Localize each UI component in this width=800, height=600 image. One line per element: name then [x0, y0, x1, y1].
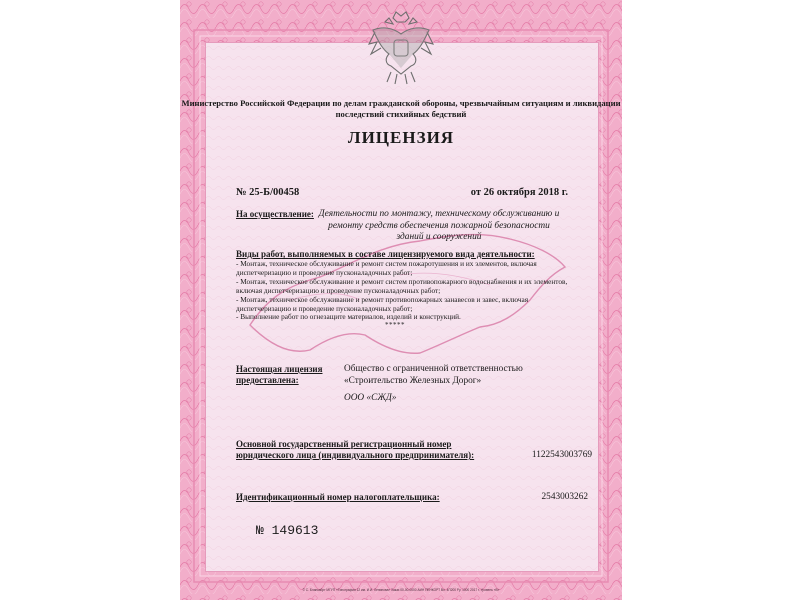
printer-footer: © С. Бланкабрт МГУП «Типография 12 им. И.И. Ленинова» Заказ 00-00-0000 АИН ПЕНКОРТ Вл. 4П200 Ру. 1000 2017 г. Уровень «В»	[302, 588, 500, 592]
issuing-authority: Министерство Российской Федерации по делам гражданской обороны, чрезвычайным ситуациям и ликвидации последствий стихийных бедствий	[181, 98, 621, 119]
inn-value: 2543003262	[541, 492, 588, 502]
ogrn-label-text: Основной государственный регистрационный номер юридического лица (индивидуального предпринимателя):	[236, 439, 475, 460]
inn-label: Идентификационный номер налогоплательщика:	[236, 492, 440, 502]
organization-full-name-text: Общество с ограниченной ответственностью «Строительство Железных Дорог»	[344, 364, 523, 386]
activity-description: Деятельности по монтажу, техническому обслуживанию и ремонту средств обеспечения пожарной безопасности зданий и сооружений	[318, 209, 560, 242]
works-list	[236, 260, 571, 322]
activity-label: На осуществление:	[236, 209, 314, 219]
organization-full-name	[344, 364, 554, 387]
works-header: Виды работ, выполняемых в составе лицензируемого вида деятельности:	[236, 249, 535, 259]
list-item: - Монтаж, техническое обслуживание и ремонт систем противопожарного водоснабжения и их элементов, включая диспетчеризацию и проведение пусконаладочных работ;	[236, 276, 568, 295]
grant-label-text: Настоящая лицензия предоставлена:	[236, 364, 323, 385]
license-document	[180, 0, 622, 600]
organization-short-name: ООО «СЖД»	[344, 393, 397, 403]
ogrn-label	[236, 439, 486, 461]
serial-number: № 149613	[256, 523, 319, 538]
separator-stars: *****	[385, 321, 405, 329]
license-number: № 25-Б/00458	[236, 187, 300, 198]
ogrn-value: 1122543003769	[531, 450, 592, 460]
document-title: ЛИЦЕНЗИЯ	[347, 128, 455, 147]
grant-label	[236, 364, 336, 386]
license-date: от 26 октября 2018 г.	[470, 187, 568, 198]
list-item: - Выполнение работ по огнезащите материалов, изделий и конструкций.	[236, 312, 461, 322]
coat-of-arms-icon	[363, 8, 439, 86]
list-item: - Монтаж, техническое обслуживание и ремонт противопожарных занавесов и завес, включая диспетчеризацию и проведение пусконаладочных работ;	[236, 294, 529, 313]
list-item: - Монтаж, техническое обслуживание и ремонт систем пожаротушения и их элементов, включая диспетчеризацию и проведение пусконаладочных работ;	[236, 259, 537, 277]
